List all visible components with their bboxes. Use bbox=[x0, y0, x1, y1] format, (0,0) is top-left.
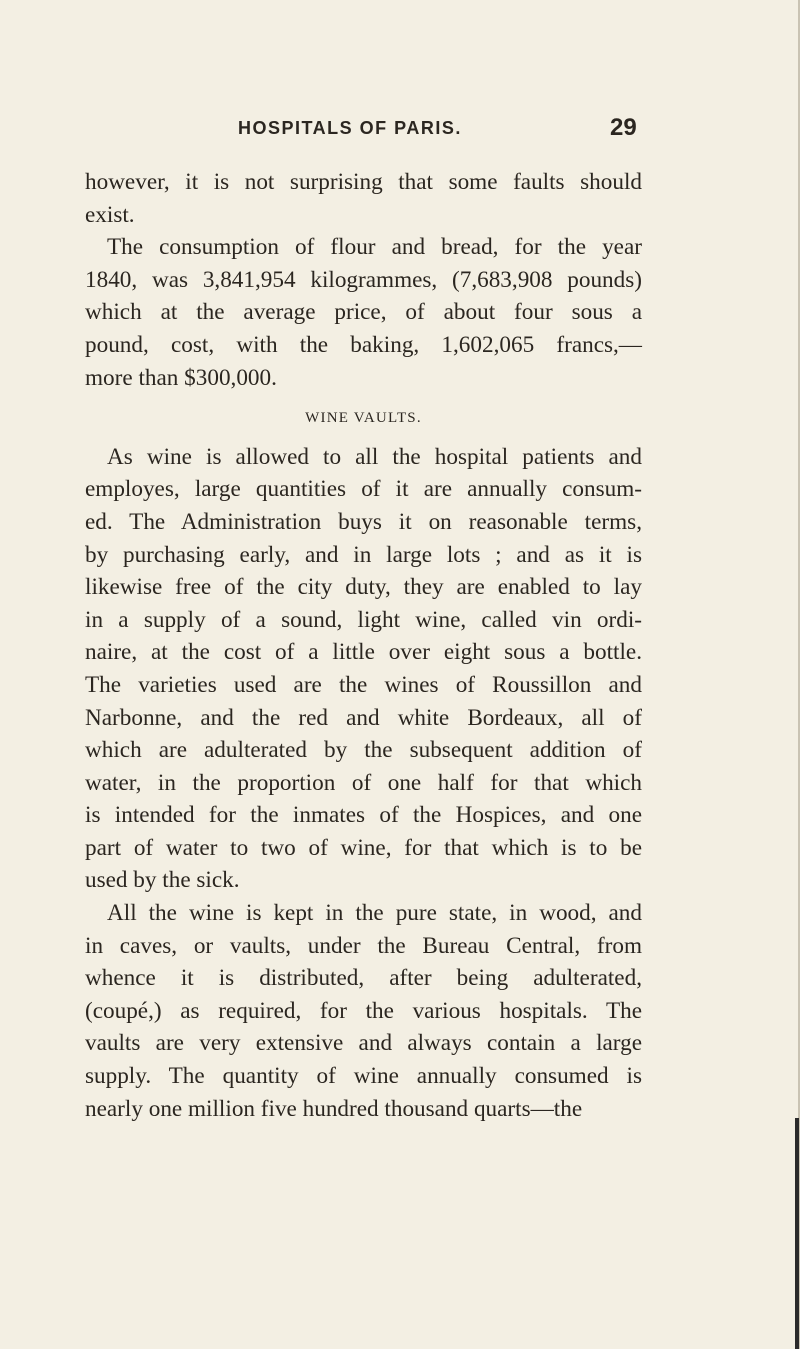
text-line: more than $300,000. bbox=[85, 364, 277, 391]
text-line: exist. bbox=[85, 201, 135, 228]
text-line: nearly one million five hundred thousand quarts—the bbox=[85, 1095, 583, 1122]
text-line: in caves, or vaults, under the Bureau Central, from bbox=[85, 932, 642, 959]
text-line: water, in the proportion of one half for that which bbox=[85, 769, 642, 796]
text-line: whence it is distributed, after being adulterated, bbox=[85, 965, 642, 992]
text-line: which at the average price, of about four sous a bbox=[85, 299, 642, 326]
page-number: 29 bbox=[610, 114, 637, 141]
text-line: pound, cost, with the baking, 1,602,065 francs,— bbox=[85, 331, 642, 358]
text-line: is intended for the inmates of the Hospices, and one bbox=[85, 802, 642, 829]
text-line: 1840, was 3,841,954 kilogrammes, (7,683,908 pounds) bbox=[85, 266, 642, 293]
paragraph-wine-vaults bbox=[85, 897, 642, 1125]
text-line: by purchasing early, and in large lots ; and as it is bbox=[85, 541, 642, 568]
text-line: The consumption of flour and bread, for the year bbox=[107, 234, 642, 261]
text-line: ed. The Administration buys it on reasonable terms, bbox=[85, 508, 642, 535]
text-line: Narbonne, and the red and white Bordeaux, all of bbox=[85, 704, 642, 731]
text-line: vaults are very extensive and always contain a large bbox=[85, 1030, 642, 1057]
text-line: As wine is allowed to all the hospital patients and bbox=[107, 443, 642, 470]
section-heading: WINE VAULTS. bbox=[305, 410, 422, 427]
text-line: in a supply of a sound, light wine, called vin ordi- bbox=[85, 606, 642, 633]
text-line: which are adulterated by the subsequent addition of bbox=[85, 737, 642, 764]
page-header bbox=[0, 114, 800, 142]
text-line: employes, large quantities of it are annually consum- bbox=[85, 476, 642, 503]
paragraph-flour-bread bbox=[85, 231, 642, 394]
running-title: HOSPITALS OF PARIS. bbox=[238, 118, 462, 138]
text-line: naire, at the cost of a little over eight sous a bottle. bbox=[85, 639, 642, 666]
text-line: All the wine is kept in the pure state, in wood, and bbox=[107, 900, 642, 927]
text-line: likewise free of the city duty, they are enabled to lay bbox=[85, 574, 642, 601]
body-text bbox=[85, 166, 642, 1125]
text-line: however, it is not surprising that some faults should bbox=[85, 169, 642, 195]
text-line: (coupé,) as required, for the various hospitals. The bbox=[85, 997, 642, 1024]
text-line: supply. The quantity of wine annually consumed is bbox=[85, 1063, 642, 1090]
paragraph-wine-allowance bbox=[85, 441, 642, 897]
text-line: part of water to two of wine, for that which is to be bbox=[85, 834, 642, 861]
text-line: used by the sick. bbox=[85, 867, 240, 894]
binding-edge-mark bbox=[795, 1118, 799, 1349]
text-line: The varieties used are the wines of Roussillon and bbox=[85, 671, 642, 698]
